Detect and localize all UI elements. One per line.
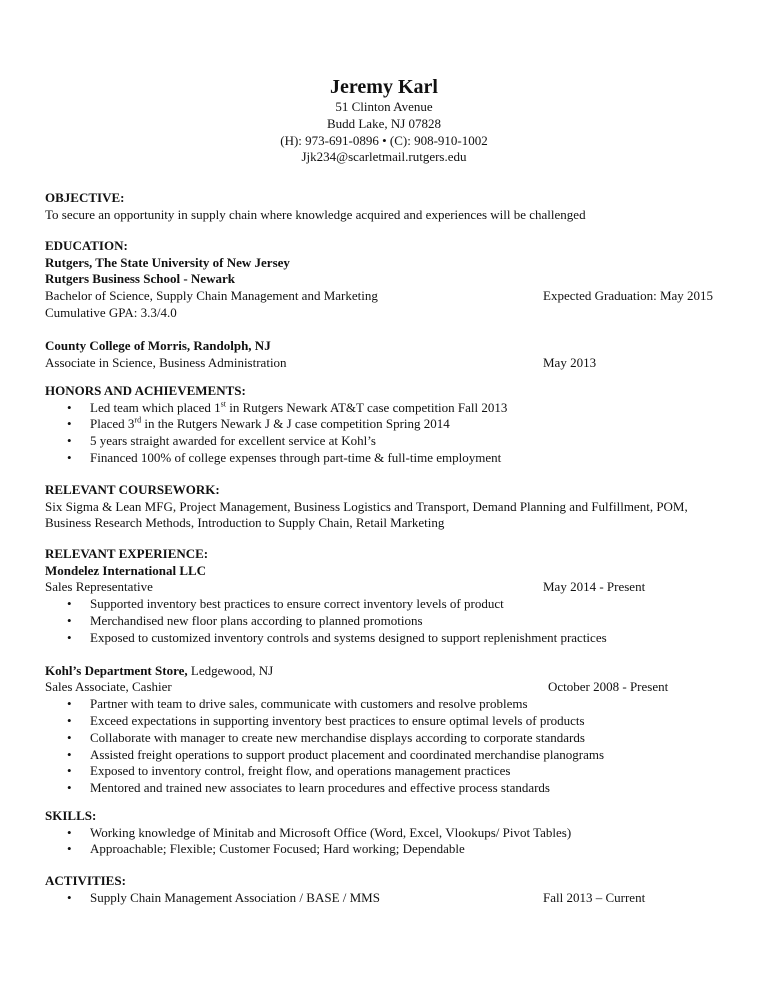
email-address: Jjk234@scarletmail.rutgers.edu: [301, 149, 467, 165]
list-item: • Exposed to inventory control, freight flow, and operations management practices: [45, 763, 745, 780]
objective-heading: OBJECTIVE:: [45, 190, 125, 205]
company-kohls: [45, 663, 745, 680]
coursework-line-1: Six Sigma & Lean MFG, Project Management, Business Logistics and Transport, Demand Planning and Fulfillment, POM,: [45, 498, 688, 514]
list-item: • Assisted freight operations to support product placement and coordinated merchandise planograms: [45, 747, 745, 764]
job-title-mondelez: Sales Representative: [45, 579, 153, 595]
resume-header: [0, 75, 768, 166]
list-item: • Mentored and trained new associates to learn procedures and effective process standards: [45, 780, 745, 797]
degree-associate: Associate in Science, Business Administration: [45, 354, 287, 370]
skills-section: [45, 808, 745, 858]
kohls-bullets: [45, 696, 745, 797]
honors-heading: HONORS AND ACHIEVEMENTS:: [45, 383, 246, 398]
list-item: • Placed 3rd in the Rutgers Newark J & J case competition Spring 2014: [45, 416, 745, 433]
activities-section: [45, 873, 745, 906]
candidate-name: Jeremy Karl: [330, 76, 438, 98]
job-row-kohls: [45, 679, 745, 696]
list-item: • Led team which placed 1st in Rutgers Newark AT&T case competition Fall 2013: [45, 400, 745, 417]
objective-section: [45, 190, 745, 223]
school-name-county-college: County College of Morris, Randolph, NJ: [45, 337, 271, 353]
associate-date: May 2013: [543, 354, 597, 370]
phone-numbers: (H): 973-691-0896 • (C): 908-910-1002: [280, 132, 488, 148]
experience-section: [45, 546, 745, 797]
list-item: [45, 890, 745, 907]
activities-heading: ACTIVITIES:: [45, 873, 126, 888]
job-dates-mondelez: May 2014 - Present: [543, 579, 646, 595]
activities-list: [45, 890, 745, 907]
address-line-2: Budd Lake, NJ 07828: [326, 115, 442, 131]
degree-row-associate: [45, 355, 745, 372]
coursework-line-2: Business Research Methods, Introduction to Supply Chain, Retail Marketing: [45, 515, 445, 531]
school-name-rutgers: Rutgers, The State University of New Jersey: [45, 254, 290, 270]
list-item: • Exceed expectations in supporting inventory best practices to ensure optimal levels of products: [45, 713, 745, 730]
job-row-mondelez: [45, 579, 745, 596]
list-item: • Partner with team to drive sales, communicate with customers and resolve problems: [45, 696, 745, 713]
honors-section: [45, 383, 745, 467]
objective-text: To secure an opportunity in supply chain where knowledge acquired and experiences will be challenged: [45, 206, 586, 222]
list-item: • Collaborate with manager to create new merchandise displays according to corporate standards: [45, 730, 745, 747]
job-title-kohls: Sales Associate, Cashier: [45, 679, 172, 695]
coursework-section: [45, 482, 745, 532]
list-item: • Supported inventory best practices to ensure correct inventory levels of product: [45, 596, 745, 613]
activity-name: Supply Chain Management Association / BASE / MMS: [90, 889, 380, 905]
honors-list: [45, 400, 745, 467]
mondelez-bullets: [45, 596, 745, 646]
graduation-date: Expected Graduation: May 2015: [543, 288, 714, 304]
list-item: • Merchandised new floor plans according to planned promotions: [45, 613, 745, 630]
list-item: • Financed 100% of college expenses through part-time & full-time employment: [45, 450, 745, 467]
degree-row-bachelor: [45, 288, 745, 305]
activity-dates: Fall 2013 – Current: [543, 889, 646, 905]
skills-heading: SKILLS:: [45, 808, 97, 823]
gpa: Cumulative GPA: 3.3/4.0: [45, 304, 177, 320]
skills-list: [45, 825, 745, 859]
school-name-business-school: Rutgers Business School - Newark: [45, 271, 235, 287]
list-item: • Working knowledge of Minitab and Microsoft Office (Word, Excel, Vlookups/ Pivot Tables): [45, 825, 745, 842]
list-item: • Exposed to customized inventory controls and systems designed to support replenishment practices: [45, 630, 745, 647]
job-dates-kohls: October 2008 - Present: [548, 679, 669, 695]
list-item: • 5 years straight awarded for excellent service at Kohl’s: [45, 433, 745, 450]
company-mondelez: Mondelez International LLC: [45, 562, 207, 578]
degree-bachelor: Bachelor of Science, Supply Chain Management and Marketing: [45, 288, 378, 304]
experience-heading: RELEVANT EXPERIENCE:: [45, 546, 209, 561]
list-item: • Approachable; Flexible; Customer Focused; Hard working; Dependable: [45, 841, 745, 858]
address-line-1: 51 Clinton Avenue: [335, 99, 433, 114]
coursework-heading: RELEVANT COURSEWORK:: [45, 482, 220, 497]
education-section: [45, 238, 745, 371]
education-heading: EDUCATION:: [45, 238, 128, 253]
company-kohls-name: Kohl’s Department Store,: [45, 662, 188, 678]
company-kohls-location: Ledgewood, NJ: [187, 662, 274, 678]
